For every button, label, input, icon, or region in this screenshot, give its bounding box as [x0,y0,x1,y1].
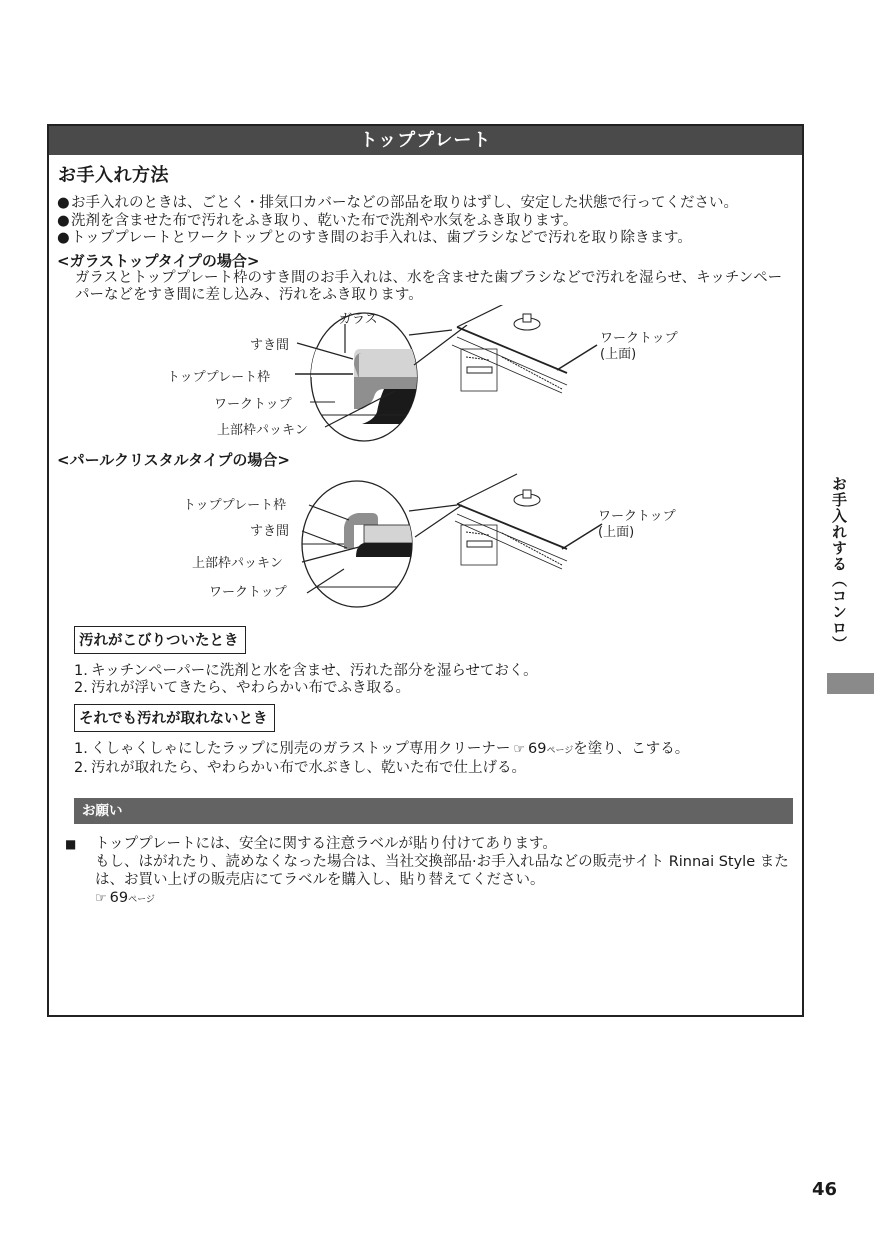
still-dirty-heading: それでも汚れが取れないとき [74,704,275,732]
care-method-heading: お手入れ方法 [58,165,169,186]
glass-type-heading: <ガラストップタイプの場合> [57,251,260,270]
glass-type-diagram [57,305,793,450]
stuck-dirt-heading: 汚れがこびりついたとき [74,626,246,654]
step-item: 2. 汚れが浮いてきたら、やわらかい布でふき取る。 [74,680,410,696]
pearl-type-diagram [57,469,793,619]
still-dirty-steps [57,741,793,778]
label-worktop-top: ワークトップ [598,508,676,524]
pearl-type-heading: <パールクリスタルタイプの場合> [57,450,290,469]
label-worktop-top: ワークトップ [600,330,678,346]
page-reference-icon: ☞ [95,890,107,906]
label-topplate-frame: トッププレート枠 [167,369,271,385]
page-number: 46 [812,1179,838,1200]
bullet-item: ● トッププレートとワークトップとのすき間のお手入れは、歯ブラシなどで汚れを取り除きます。 [57,230,692,246]
label-upper-frame-packing: 上部枠パッキン [217,422,308,438]
label-worktop-top-surface: (上面) [598,524,635,540]
glass-type-text: ガラスとトッププレート枠のすき間のお手入れは、水を含ませた歯ブラシなどで汚れを湿らせ、キッチンペーパーなどをすき間に差し込み、汚れをふき取ります。 [75,269,783,303]
square-bullet-icon: ■ [65,836,77,851]
chapter-side-tab: お手入れする（コンロ） [830,476,848,652]
label-gap: すき間 [250,337,290,353]
step-item: 1. キッチンペーパーに洗剤と水を含ませ、汚れた部分を湿らせておく。 [74,662,538,679]
pearl-gap-illustration [57,469,797,619]
stuck-dirt-steps [57,663,793,698]
label-upper-frame-packing: 上部枠パッキン [192,555,283,571]
label-worktop: ワークトップ [209,584,287,600]
label-topplate-frame: トッププレート枠 [183,497,287,513]
page-reference-icon: ☞ [513,741,525,757]
bullet-item: ● 洗剤を含ませた布で汚れをふき取り、乾いた布で洗剤や水気をふき取ります。 [57,212,578,229]
bullet-item: ● お手入れのときは、ごとく・排気口カバーなどの部品を取りはずし、安定した状態で行ってください。 [57,195,738,211]
notice-body: ■ トッププレートには、安全に関する注意ラベルが貼り付けてあります。 もし、はがれたり、読めなくなった場合は、当社交換部品·お手入れ品などの販売サイト Rinnai Style または、お買い上げの販売店にてラベルを購入し、貼り替えてください。 ☞ 69ページ [65,835,789,906]
page-reference[interactable]: 69 [528,740,547,757]
step-item: 1. くしゃくしゃにしたラップに別売のガラストップ専用クリーナー ☞ 69ページを塗り、こする。 [74,740,690,757]
label-glass: ガラス [339,311,378,327]
chapter-marker-bar [827,673,874,694]
topplate-section [47,124,804,1017]
bullet-icon: ● [57,195,70,211]
step-item: 2. 汚れが取れたら、やわらかい布で水ぶきし、乾いた布で仕上げる。 [74,760,526,776]
section-title: トッププレート [49,126,802,155]
label-worktop-top-surface: (上面) [600,346,637,362]
label-worktop: ワークトップ [214,396,292,412]
page-reference[interactable]: 69 [109,889,129,906]
bullet-icon: ● [57,212,70,229]
bullet-icon: ● [57,230,70,246]
notice-title: お願い [74,798,793,824]
label-gap: すき間 [250,523,290,539]
